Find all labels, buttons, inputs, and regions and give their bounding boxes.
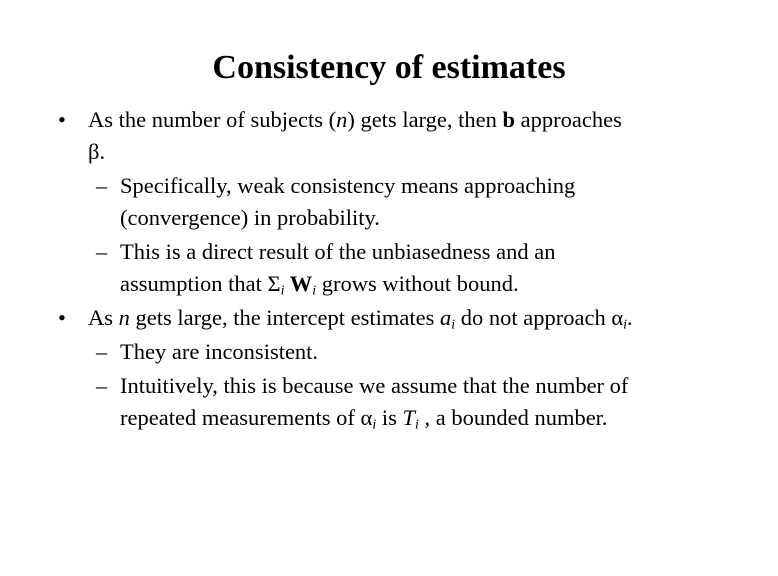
sub-bullet-4-alpha: α	[360, 405, 373, 430]
bullet-1-end: .	[99, 139, 106, 164]
bullet-1-n: n	[336, 107, 348, 132]
bullet-2-sub-i: i	[451, 317, 456, 333]
sub-bullet-4-sub-i-2: i	[414, 417, 419, 433]
bullet-1-text-post: approaches	[515, 107, 622, 132]
sub-bullet-3	[58, 335, 758, 369]
bullet-list	[58, 103, 758, 435]
bullet-1	[58, 103, 758, 137]
sub-bullet-2-sigma: Σ	[267, 271, 281, 296]
bullet-marker: •	[58, 107, 66, 132]
sub-bullet-4-T: T	[402, 405, 415, 430]
bullet-1-continuation	[58, 135, 758, 169]
sub-bullet-2-pre: assumption that	[120, 271, 268, 296]
sub-bullet-2	[58, 235, 758, 269]
sub-bullet-2-W: W	[284, 271, 313, 296]
sub-bullet-2-sub-i: i	[280, 283, 285, 299]
sub-bullet-4-post: , a bounded number.	[418, 405, 608, 430]
sub-bullet-2-continuation	[58, 267, 758, 301]
sub-bullet-3-text: They are inconsistent.	[120, 339, 319, 364]
bullet-2-mid: gets large, the intercept estimates	[129, 305, 440, 330]
dash-marker: –	[96, 373, 108, 398]
sub-bullet-1-continuation	[58, 201, 758, 235]
bullet-2-a: a	[440, 305, 452, 330]
sub-bullet-1-line-1: Specifically, weak consistency means approaching	[120, 173, 576, 198]
sub-bullet-4-pre: repeated measurements of	[120, 405, 361, 430]
dash-marker: –	[96, 339, 108, 364]
bullet-1-text-pre: As the number of subjects (	[88, 107, 337, 132]
bullet-marker: •	[58, 305, 66, 330]
sub-bullet-2-line-1: This is a direct result of the unbiasedness and an	[120, 239, 556, 264]
sub-bullet-4-mid: is	[376, 405, 403, 430]
sub-bullet-2-post: grows without bound.	[316, 271, 519, 296]
sub-bullet-4-continuation	[58, 401, 758, 435]
sub-bullet-4-line-1: Intuitively, this is because we assume that the number of	[120, 373, 629, 398]
slide-title: Consistency of estimates	[212, 49, 566, 86]
dash-marker: –	[96, 239, 108, 264]
bullet-2-end: .	[627, 305, 633, 330]
bullet-1-b: b	[502, 107, 516, 132]
sub-bullet-1	[58, 169, 758, 203]
bullet-1-beta: β	[88, 139, 100, 164]
bullet-2	[58, 301, 758, 335]
sub-bullet-1-line-2: (convergence) in probability.	[120, 205, 380, 230]
sub-bullet-2-sub-i-2: i	[312, 283, 317, 299]
dash-marker: –	[96, 173, 108, 198]
bullet-2-pre: As	[88, 305, 119, 330]
bullet-2-sub-i-2: i	[623, 317, 628, 333]
bullet-2-mid-2: do not approach	[455, 305, 612, 330]
sub-bullet-4	[58, 369, 758, 403]
bullet-2-alpha: α	[611, 305, 624, 330]
sub-bullet-4-sub-i: i	[372, 417, 377, 433]
bullet-2-n: n	[118, 305, 130, 330]
bullet-1-text-mid: ) gets large, then	[347, 107, 503, 132]
